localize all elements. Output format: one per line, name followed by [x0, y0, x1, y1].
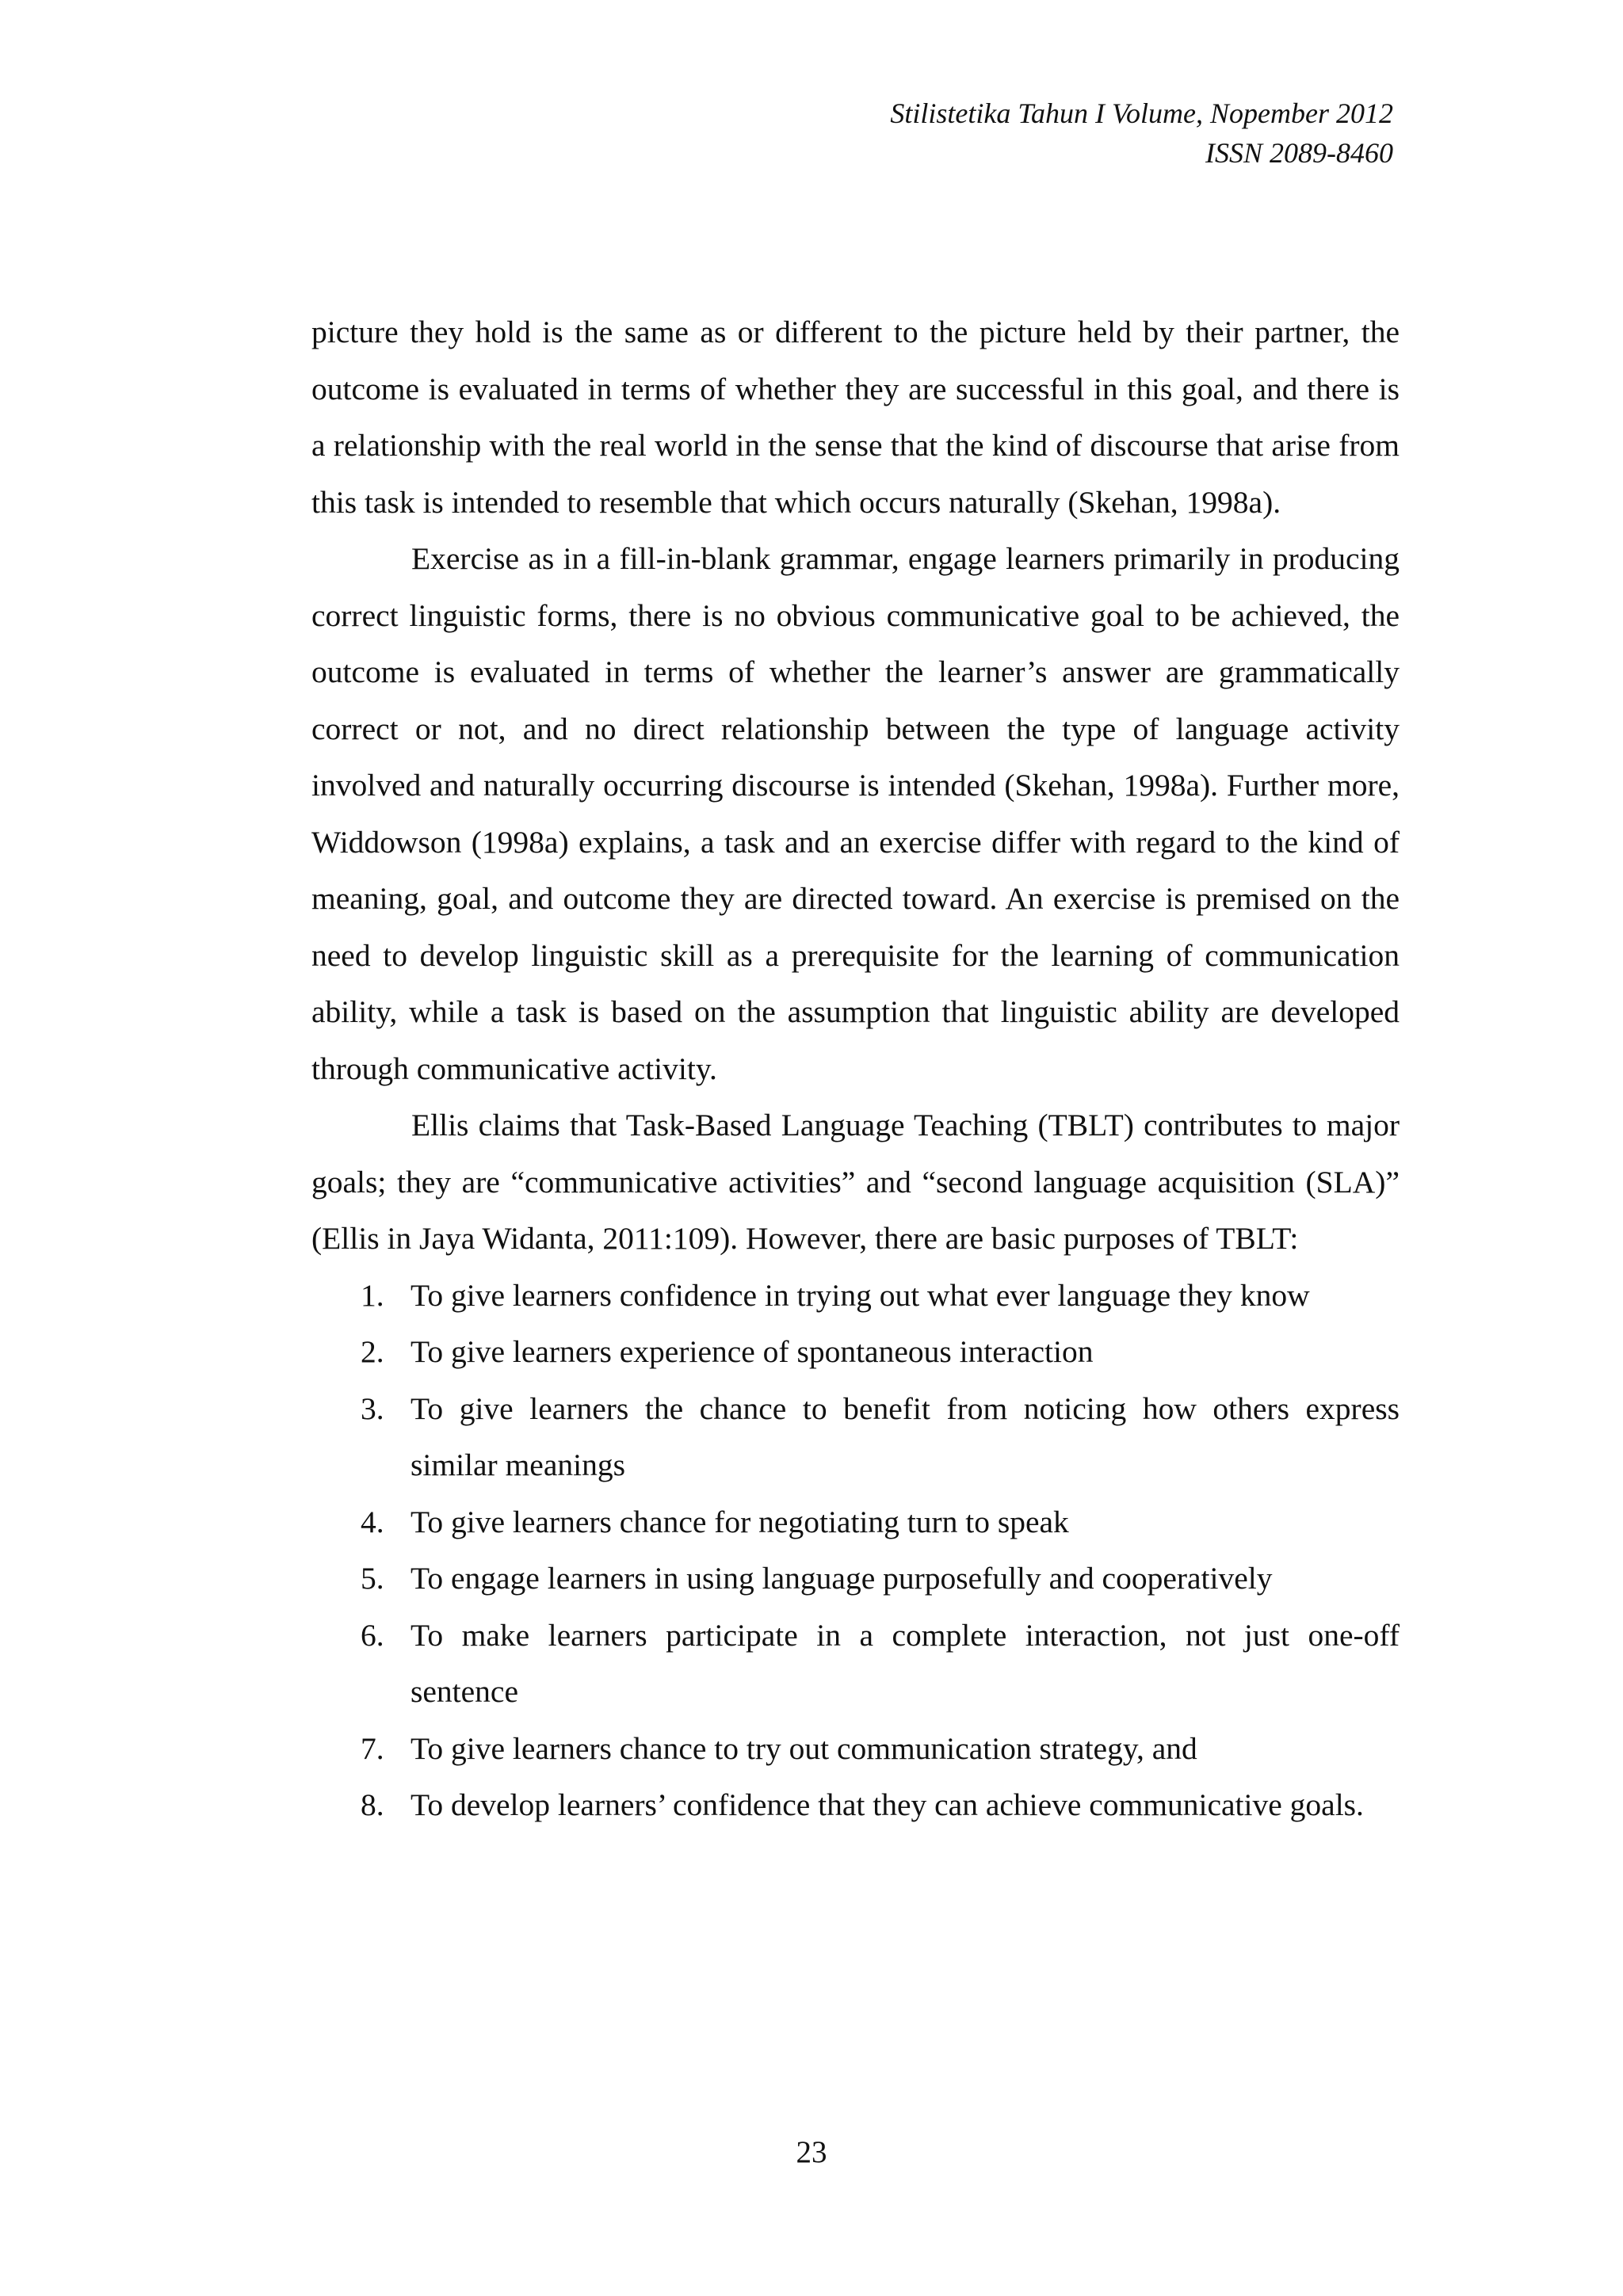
list-number: 2.	[361, 1334, 384, 1369]
list-number: 4.	[361, 1504, 384, 1539]
list-item-text: To give learners chance to try out communication strategy, and	[411, 1730, 1197, 1766]
list-item	[311, 1608, 1400, 1721]
paragraph: Exercise as in a fill-in-blank grammar, engage learners primarily in producing correct linguistic forms, there is no obvious communicative goal to be achieved, the outcome is evaluated in terms of whether the learner’s answer are grammatically correct or not, and no direct relationship between the type of language activity involved and naturally occurring discourse is intended (Skehan, 1998a). Further more, Widdowson (1998a) explains, a task and an exercise differ with regard to the kind of meaning, goal, and outcome they are directed toward. An exercise is premised on the need to develop linguistic skill as a prerequisite for the learning of communication ability, while a task is based on the assumption that linguistic ability are developed through communicative activity.	[311, 541, 1400, 1086]
list-item	[311, 1381, 1400, 1494]
tblt-purposes-list	[311, 1268, 1400, 1834]
list-number: 3.	[361, 1390, 384, 1426]
list-item-text: To make learners participate in a complete interaction, not just one-off sentence	[411, 1617, 1400, 1709]
list-item-text: To develop learners’ confidence that they can achieve communicative goals.	[411, 1787, 1364, 1822]
running-header	[890, 93, 1393, 173]
list-item-text: To give learners confidence in trying out what ever language they know	[411, 1277, 1310, 1313]
page-body	[311, 304, 1400, 1834]
list-item	[311, 1777, 1400, 1834]
list-number: 7.	[361, 1730, 384, 1766]
list-item-text: To give learners chance for negotiating turn to speak	[411, 1504, 1069, 1539]
page-number: 23	[796, 2135, 827, 2169]
list-item	[311, 1721, 1400, 1778]
issn: ISSN 2089-8460	[1205, 137, 1393, 169]
list-item	[311, 1324, 1400, 1381]
list-item-text: To engage learners in using language purposefully and cooperatively	[411, 1561, 1273, 1596]
journal-title: Stilistetika Tahun I Volume, Nopember 2012	[890, 97, 1393, 129]
paragraph: picture they hold is the same as or different to the picture held by their partner, the outcome is evaluated in terms of whether they are successful in this goal, and there is a relationship with the real world in the sense that the kind of discourse that arise from this task is intended to resemble that which occurs naturally (Skehan, 1998a).	[311, 315, 1400, 520]
list-item-text: To give learners experience of spontaneous interaction	[411, 1334, 1094, 1369]
list-item-text: To give learners the chance to benefit from noticing how others express similar meanings	[411, 1390, 1400, 1482]
list-number: 6.	[361, 1617, 384, 1653]
list-number: 8.	[361, 1787, 384, 1822]
paragraph: Ellis claims that Task-Based Language Teaching (TBLT) contributes to major goals; they are “communicative activities” and “second language acquisition (SLA)” (Ellis in Jaya Widanta, 2011:109). However, there are basic purposes of TBLT:	[311, 1108, 1400, 1256]
list-number: 1.	[361, 1277, 384, 1313]
list-item	[311, 1268, 1400, 1325]
list-number: 5.	[361, 1561, 384, 1596]
list-item	[311, 1550, 1400, 1608]
list-item	[311, 1494, 1400, 1551]
